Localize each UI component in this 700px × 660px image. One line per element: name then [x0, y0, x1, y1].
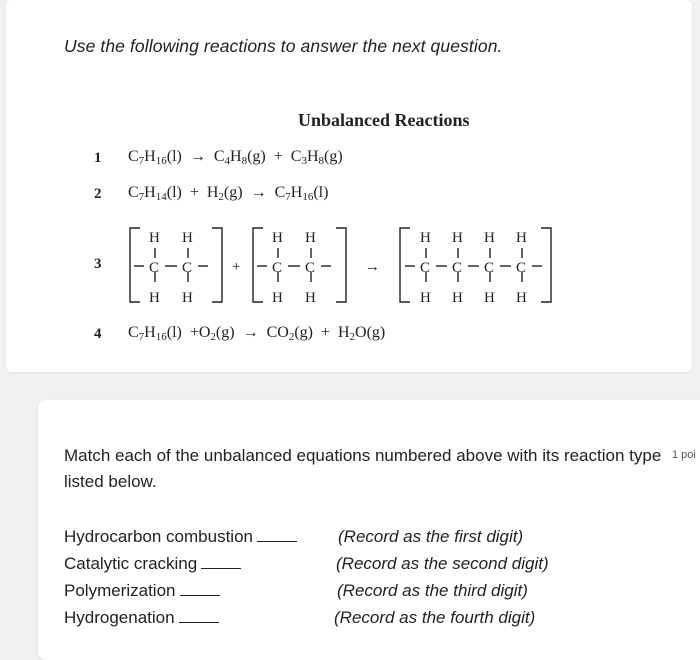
- type-hydrogenation: [64, 608, 219, 628]
- reaction-2-equation: $C_7H_{14}(l) + H_2(g) \to C_7H_{16}(l)$: [128, 184, 329, 203]
- svg-text:H: H: [484, 290, 495, 306]
- reaction-3-plus: +: [232, 259, 241, 275]
- svg-text:C: C: [272, 260, 283, 276]
- instruction-second-digit: (Record as the second digit): [336, 554, 549, 573]
- svg-text:H: H: [305, 290, 316, 306]
- reaction-3-arrow: →: [365, 259, 380, 275]
- instruction-first-digit: (Record as the first digit): [338, 527, 524, 546]
- type-label: Hydrogenation: [64, 608, 175, 627]
- svg-text:H: H: [272, 230, 283, 246]
- svg-text:H: H: [484, 230, 495, 246]
- intro-text: Use the following reactions to answer the next question.: [64, 36, 503, 56]
- svg-text:H: H: [452, 230, 463, 246]
- reaction-3-structures: [118, 222, 558, 310]
- svg-text:C: C: [149, 260, 160, 276]
- svg-text:C: C: [182, 260, 193, 276]
- svg-text:H: H: [182, 290, 193, 306]
- svg-text:H: H: [420, 230, 431, 246]
- svg-text:H: H: [420, 290, 431, 306]
- answer-blank: [179, 621, 219, 623]
- type-catalytic-cracking: [64, 554, 241, 574]
- svg-text:H: H: [182, 230, 193, 246]
- svg-text:H: H: [516, 290, 527, 306]
- reaction-number-3: 3: [94, 256, 102, 272]
- svg-text:H: H: [452, 290, 463, 306]
- reaction-1-equation: $C_7H_{16}(l) \to C_4H_8(g) + C_3H_8(g)$: [128, 148, 343, 167]
- svg-text:H: H: [149, 290, 160, 306]
- svg-text:H: H: [516, 230, 527, 246]
- points-label: 1 poi: [672, 449, 696, 461]
- svg-text:C: C: [305, 260, 316, 276]
- instruction-fourth-digit: (Record as the fourth digit): [334, 608, 536, 627]
- svg-text:C: C: [452, 260, 463, 276]
- reaction-number-1: 1: [94, 150, 102, 166]
- reactions-title: Unbalanced Reactions: [298, 110, 470, 130]
- type-hydrocarbon-combustion: [64, 527, 297, 547]
- svg-text:H: H: [305, 230, 316, 246]
- reaction-number-2: 2: [94, 186, 102, 202]
- svg-text:H: H: [272, 290, 283, 306]
- reaction-number-4: 4: [94, 326, 102, 342]
- instruction-third-digit: (Record as the third digit): [337, 581, 528, 600]
- answer-blank: [257, 540, 297, 542]
- question-prompt: Match each of the unbalanced equations numbered above with its reaction type listed below.: [64, 446, 662, 491]
- svg-text:C: C: [420, 260, 431, 276]
- reaction-4-equation: $C_7H_{16}(l) +O_2(g) \to CO_2(g) + H_2O(g)$: [128, 324, 386, 343]
- type-label: Hydrocarbon combustion: [64, 527, 253, 546]
- svg-text:C: C: [484, 260, 495, 276]
- svg-text:H: H: [149, 230, 160, 246]
- svg-text:C: C: [516, 260, 527, 276]
- type-label: Polymerization: [64, 581, 176, 600]
- type-label: Catalytic cracking: [64, 554, 198, 573]
- answer-blank: [180, 594, 220, 596]
- type-polymerization: [64, 581, 220, 601]
- answer-blank: [201, 567, 241, 569]
